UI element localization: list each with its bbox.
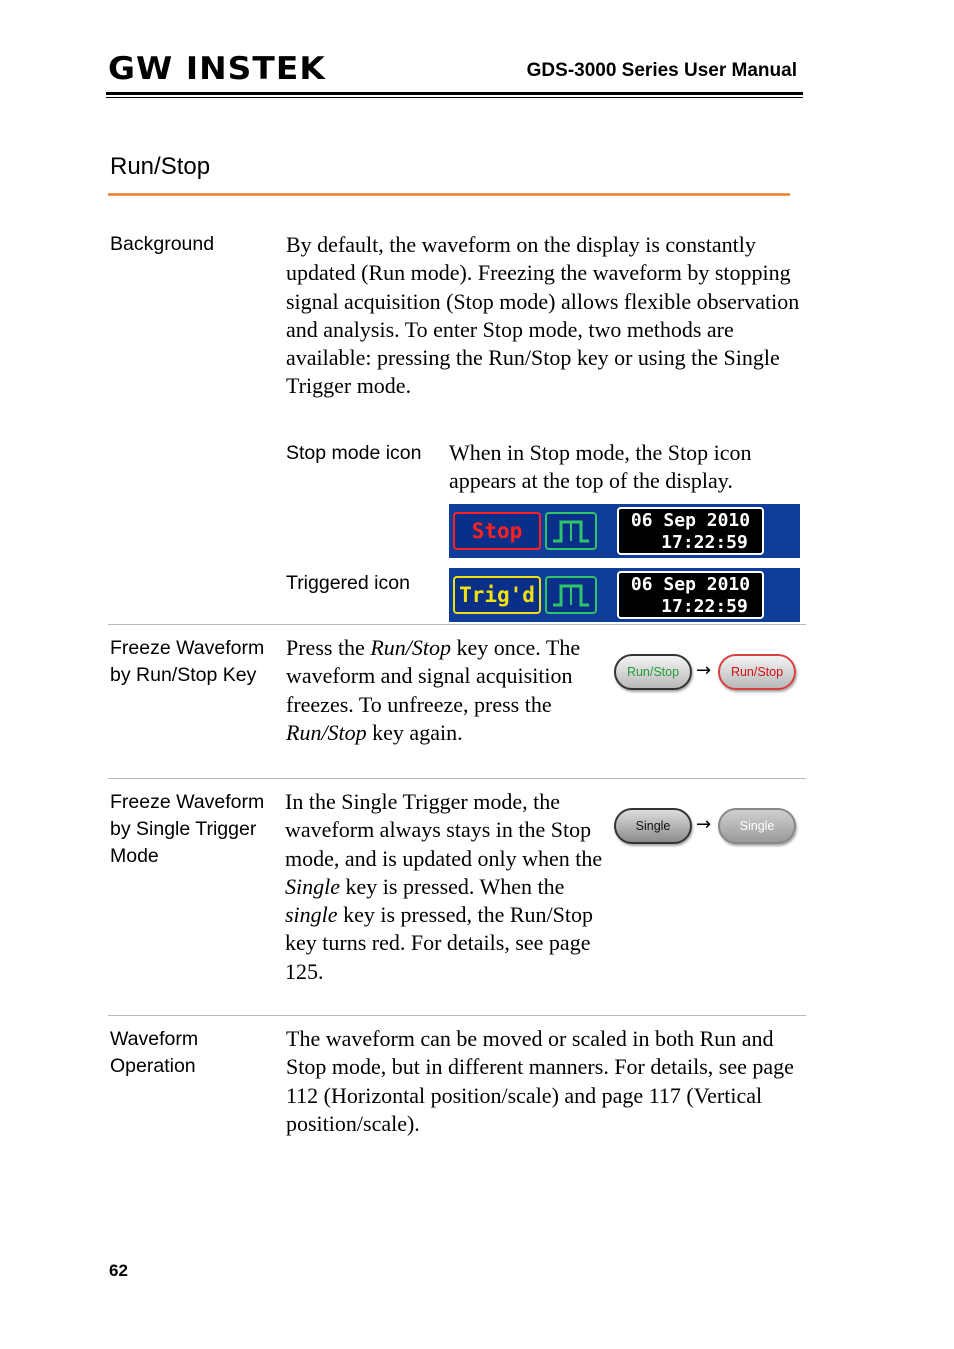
trigger-waveform-icon bbox=[545, 512, 597, 550]
label-line: by Single Trigger bbox=[110, 818, 257, 840]
manual-title: GDS-3000 Series User Manual bbox=[526, 60, 797, 81]
runstop-key-run: Run/Stop bbox=[614, 654, 692, 690]
single-key-on: Single bbox=[718, 808, 796, 844]
key-name: Single bbox=[285, 873, 340, 899]
label-line: by Run/Stop Key bbox=[110, 664, 257, 686]
time-text: 17:22:59 bbox=[661, 596, 748, 617]
stop-icon-text: When in Stop mode, the Stop icon appears at the top of the display. bbox=[449, 440, 752, 494]
key-name: Run/Stop bbox=[286, 719, 367, 745]
runstop-key-stop: Run/Stop bbox=[718, 654, 796, 690]
row-divider bbox=[108, 624, 806, 625]
background-text: By default, the waveform on the display is constantly updated (Run mode). Freezing the waveform by stopping signal acquisition (Stop mode) allows flexible observation and analysis. To enter Stop mode, two methods are available: pressing the Run/Stop key or using the Single Trigger mode. bbox=[286, 232, 800, 399]
text-fragment: Press the bbox=[286, 635, 371, 660]
lcd-trig-strip bbox=[449, 568, 800, 622]
label-line: Waveform bbox=[110, 1028, 199, 1050]
triggered-status-icon: Trig'd bbox=[453, 576, 541, 614]
waveform-operation-text: The waveform can be moved or scaled in both Run and Stop mode, but in different manners. For details, see page 112 (Horizontal position/scale) and page 117 (Vertical position/scale). bbox=[286, 1026, 794, 1136]
arrow-right-icon: → bbox=[696, 660, 712, 681]
single-key-off: Single bbox=[614, 808, 692, 844]
section-title: Run/Stop bbox=[110, 153, 211, 180]
date-time-display bbox=[617, 507, 764, 555]
key-name: Run/Stop bbox=[370, 635, 451, 660]
waveform-operation-label bbox=[110, 1026, 198, 1080]
background-label: Background bbox=[110, 233, 215, 255]
time-text: 17:22:59 bbox=[661, 532, 748, 553]
text-fragment: key is pressed. When the bbox=[340, 873, 565, 899]
text-fragment: key is pressed, the Run/Stop key turns red. For details, see page 125. bbox=[285, 902, 593, 984]
row-divider bbox=[108, 1015, 806, 1016]
label-line: Mode bbox=[110, 845, 159, 867]
text-fragment: In the Single Trigger mode, the waveform always stays in the Stop mode, and is updated only when the bbox=[285, 789, 603, 871]
lcd-stop-strip bbox=[449, 504, 800, 558]
date-time-display bbox=[617, 571, 764, 619]
text-fragment: key once. The waveform and signal acquisition freezes. To unfreeze, press the bbox=[286, 635, 581, 717]
trigger-waveform-icon bbox=[545, 576, 597, 614]
header-rule-thin bbox=[106, 97, 803, 98]
header-rule-thick bbox=[106, 92, 803, 95]
arrow-right-icon: → bbox=[696, 814, 712, 835]
date-text: 06 Sep 2010 bbox=[630, 510, 751, 531]
row-divider bbox=[108, 778, 806, 779]
label-line: Freeze Waveform bbox=[110, 791, 265, 813]
stop-status-icon: Stop bbox=[453, 512, 541, 550]
freeze-single-label bbox=[110, 789, 264, 870]
text-fragment: key again. bbox=[366, 719, 463, 745]
date-text: 06 Sep 2010 bbox=[630, 574, 751, 595]
triggered-icon-label: Triggered icon bbox=[286, 572, 410, 594]
freeze-runstop-label bbox=[110, 635, 264, 689]
label-line: Freeze Waveform bbox=[110, 637, 265, 659]
key-name: single bbox=[285, 902, 338, 928]
section-rule bbox=[108, 193, 790, 196]
freeze-single-text bbox=[285, 788, 603, 986]
page-number: 62 bbox=[109, 1261, 128, 1280]
stop-icon-label: Stop mode icon bbox=[286, 442, 422, 464]
gw-instek-logo: GW INSTEK bbox=[108, 51, 326, 87]
freeze-runstop-text bbox=[286, 634, 586, 747]
label-line: Operation bbox=[110, 1055, 196, 1077]
